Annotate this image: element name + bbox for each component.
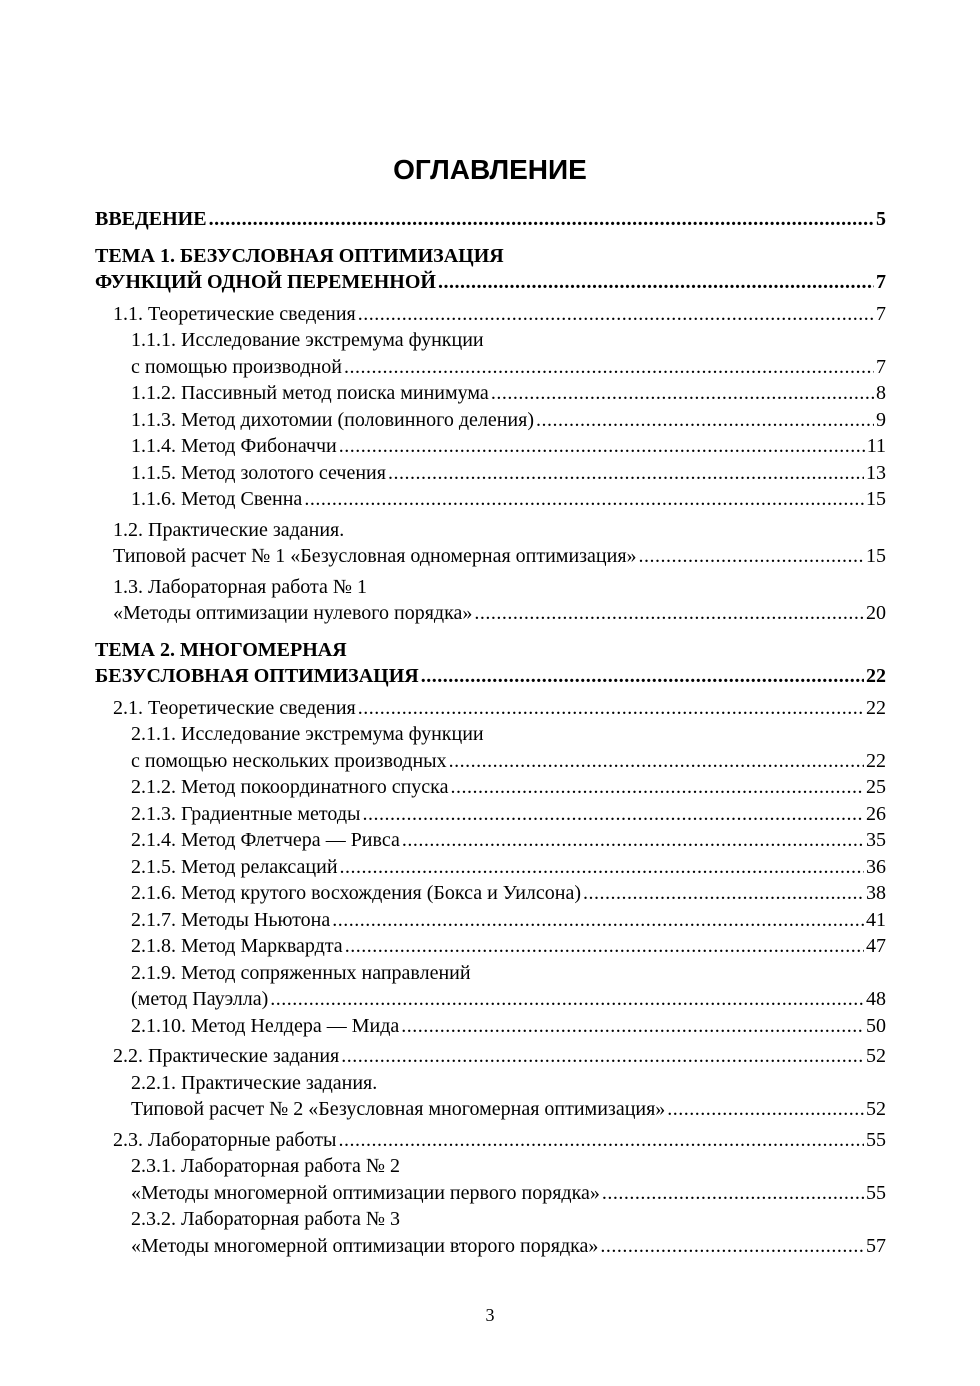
toc-entry-line — [131, 1070, 886, 1097]
toc-entry-page: 57 — [866, 1234, 886, 1257]
toc-entry-page: 35 — [866, 829, 886, 851]
toc-entry-title: «Методы многомерной оптимизации второго порядка» — [131, 1234, 599, 1257]
toc-entry[interactable] — [95, 1013, 886, 1040]
toc-entry[interactable] — [95, 574, 886, 627]
toc-entry-page: 26 — [866, 802, 886, 825]
toc-entry-line — [131, 854, 886, 881]
toc-entry-line — [113, 543, 886, 570]
toc-entry-page: 25 — [866, 776, 886, 798]
dot-leader — [438, 269, 874, 296]
toc-entry[interactable] — [95, 637, 886, 690]
toc-entry-line — [131, 380, 886, 407]
toc-entry-line — [131, 1180, 886, 1207]
toc-entry-line — [113, 574, 886, 601]
dot-leader — [209, 206, 874, 233]
table-of-contents — [95, 206, 886, 1259]
toc-entry-line — [131, 354, 886, 381]
toc-entry[interactable] — [95, 1043, 886, 1070]
toc-entry[interactable] — [95, 301, 886, 328]
dot-leader — [270, 986, 864, 1013]
toc-entry-line — [131, 1233, 886, 1260]
toc-entry-line — [131, 907, 886, 934]
toc-entry-line — [113, 695, 886, 722]
toc-entry-line — [95, 663, 886, 690]
dot-leader — [450, 774, 864, 801]
toc-entry[interactable] — [95, 960, 886, 1013]
toc-entry-title: 2.1.5. Метод релаксаций — [131, 855, 338, 878]
toc-entry-line — [131, 327, 886, 354]
dot-leader — [602, 1180, 864, 1207]
toc-entry-line — [131, 1013, 886, 1040]
toc-entry-page: 20 — [866, 602, 886, 624]
toc-entry-title: 2.1.4. Метод Флетчера — Ривса — [131, 829, 400, 851]
toc-entry-line — [95, 637, 886, 664]
toc-entry-line — [131, 1206, 886, 1233]
toc-entry-page: 7 — [876, 302, 886, 325]
toc-entry-page: 8 — [876, 382, 886, 404]
toc-entry-title: 1.1.4. Метод Фибоначчи — [131, 435, 337, 457]
toc-entry[interactable] — [95, 433, 886, 460]
toc-entry-title: 2.1.9. Метод сопряженных направлений — [131, 961, 471, 984]
toc-entry-page: 47 — [866, 935, 886, 957]
toc-entry-title: 1.3. Лабораторная работа № 1 — [113, 575, 367, 598]
toc-entry-page: 7 — [876, 271, 886, 293]
toc-entry-line — [131, 801, 886, 828]
toc-entry-line — [131, 1096, 886, 1123]
toc-entry-title: БЕЗУСЛОВНАЯ ОПТИМИЗАЦИЯ — [95, 665, 419, 687]
toc-entry[interactable] — [95, 486, 886, 513]
toc-entry[interactable] — [95, 695, 886, 722]
toc-entry-line — [113, 517, 886, 544]
toc-entry-line — [113, 301, 886, 328]
toc-entry-title: 1.1.5. Метод золотого сечения — [131, 461, 386, 484]
toc-entry-page: 22 — [866, 749, 886, 772]
dot-leader — [667, 1096, 864, 1123]
dot-leader — [639, 543, 864, 570]
dot-leader — [332, 907, 864, 934]
dot-leader — [491, 380, 874, 407]
toc-entry-page: 36 — [866, 855, 886, 878]
toc-entry-title: 1.1.6. Метод Свенна — [131, 488, 303, 510]
dot-leader — [536, 407, 874, 434]
dot-leader — [344, 354, 874, 381]
toc-entry-line — [113, 600, 886, 627]
toc-entry-line — [131, 774, 886, 801]
dot-leader — [401, 1013, 864, 1040]
dot-leader — [600, 1233, 864, 1260]
page-number: 3 — [485, 1305, 495, 1325]
toc-entry-page: 15 — [866, 488, 886, 510]
toc-entry-title: 1.1.3. Метод дихотомии (половинного деления) — [131, 408, 534, 431]
toc-entry-page: 22 — [866, 665, 886, 687]
toc-entry[interactable] — [95, 243, 886, 296]
toc-entry-line — [131, 933, 886, 960]
toc-entry-title: ТЕМА 1. БЕЗУСЛОВНАЯ ОПТИМИЗАЦИЯ — [95, 244, 504, 267]
toc-entry-line — [131, 721, 886, 748]
toc-entry-page: 41 — [866, 908, 886, 931]
toc-entry-line — [113, 1127, 886, 1154]
toc-entry-line — [131, 1153, 886, 1180]
toc-entry-line — [131, 486, 886, 513]
toc-entry-page: 55 — [866, 1128, 886, 1151]
dot-leader — [449, 748, 864, 775]
toc-entry-page: 13 — [866, 461, 886, 484]
toc-entry-title: 2.2.1. Практические задания. — [131, 1071, 378, 1094]
toc-entry-title: 2.1.8. Метод Марквардта — [131, 935, 343, 957]
dot-leader — [402, 827, 864, 854]
toc-entry-title: Типовой расчет № 2 «Безусловная многомерная оптимизация» — [131, 1098, 666, 1120]
toc-entry[interactable] — [95, 880, 886, 907]
toc-entry-title: 2.3. Лабораторные работы — [113, 1128, 337, 1151]
toc-entry-title: 2.3.2. Лабораторная работа № 3 — [131, 1208, 400, 1230]
toc-entry-title: 2.1.2. Метод покоординатного спуска — [131, 776, 449, 798]
toc-entry-title: 1.1.1. Исследование экстремума функции — [131, 329, 484, 351]
dot-leader — [304, 486, 864, 513]
toc-entry[interactable] — [95, 1127, 886, 1154]
toc-entry-line — [131, 827, 886, 854]
page-title: ОГЛАВЛЕНИЕ — [393, 154, 587, 185]
toc-entry-line — [131, 960, 886, 987]
toc-entry-title: «Методы многомерной оптимизации первого порядка» — [131, 1181, 600, 1204]
toc-entry[interactable] — [95, 407, 886, 434]
toc-entry-page: 22 — [866, 696, 886, 719]
toc-entry-title: 2.1.3. Градиентные методы — [131, 802, 361, 825]
toc-entry-title: 1.1.2. Пассивный метод поиска минимума — [131, 382, 489, 404]
toc-entry-page: 15 — [866, 545, 886, 567]
toc-entry[interactable] — [95, 801, 886, 828]
toc-entry[interactable] — [95, 206, 886, 233]
toc-entry-line — [131, 407, 886, 434]
toc-entry[interactable] — [95, 827, 886, 854]
toc-entry-page: 9 — [876, 408, 886, 431]
toc-entry[interactable] — [95, 1206, 886, 1259]
toc-entry-line — [131, 433, 886, 460]
toc-entry-page: 5 — [876, 208, 886, 230]
dot-leader — [474, 600, 864, 627]
toc-entry-page: 55 — [866, 1181, 886, 1204]
toc-entry[interactable] — [95, 380, 886, 407]
toc-entry-title: с помощью производной — [131, 355, 342, 378]
dot-leader — [358, 301, 874, 328]
toc-entry-title: ТЕМА 2. МНОГОМЕРНАЯ — [95, 638, 347, 661]
toc-entry[interactable] — [95, 854, 886, 881]
dot-leader — [341, 1043, 864, 1070]
toc-entry[interactable] — [95, 460, 886, 487]
toc-entry[interactable] — [95, 327, 886, 380]
toc-entry-title: 1.1. Теоретические сведения — [113, 302, 356, 325]
toc-entry-title: 2.1. Теоретические сведения — [113, 696, 356, 719]
toc-entry-line — [95, 269, 886, 296]
toc-entry-page: 50 — [866, 1014, 886, 1037]
toc-entry[interactable] — [95, 721, 886, 774]
dot-leader — [388, 460, 864, 487]
toc-entry-page: 52 — [866, 1045, 886, 1067]
toc-entry-line — [131, 748, 886, 775]
toc-entry-title: 2.2. Практические задания — [113, 1045, 340, 1067]
toc-entry-page: 7 — [876, 355, 886, 378]
toc-entry[interactable] — [95, 517, 886, 570]
dot-leader — [339, 433, 865, 460]
toc-entry-page: 52 — [866, 1098, 886, 1120]
toc-entry-title: (метод Пауэлла) — [131, 988, 269, 1010]
toc-entry-title: 2.1.1. Исследование экстремума функции — [131, 723, 484, 745]
toc-entry[interactable] — [95, 774, 886, 801]
dot-leader — [345, 933, 864, 960]
toc-entry[interactable] — [95, 1070, 886, 1123]
toc-entry-line — [131, 986, 886, 1013]
dot-leader — [421, 663, 864, 690]
dot-leader — [338, 1127, 864, 1154]
dot-leader — [583, 880, 864, 907]
dot-leader — [362, 801, 864, 828]
toc-entry-title: с помощью нескольких производных — [131, 749, 447, 772]
toc-entry-page: 11 — [866, 435, 886, 457]
toc-entry[interactable] — [95, 933, 886, 960]
toc-entry-page: 38 — [866, 882, 886, 904]
toc-entry-title: 2.1.10. Метод Нелдера — Мида — [131, 1014, 400, 1037]
toc-entry-title: 2.1.7. Методы Ньютона — [131, 908, 331, 931]
toc-entry-line — [95, 243, 886, 270]
toc-entry-title: ФУНКЦИЙ ОДНОЙ ПЕРЕМЕННОЙ — [95, 271, 436, 293]
dot-leader — [358, 695, 864, 722]
toc-entry-line — [131, 880, 886, 907]
toc-entry-title: Типовой расчет № 1 «Безусловная одномерная оптимизация» — [113, 545, 637, 567]
toc-entry-line — [113, 1043, 886, 1070]
toc-entry[interactable] — [95, 1153, 886, 1206]
toc-entry-title: 1.2. Практические задания. — [113, 518, 345, 541]
toc-entry-title: ВВЕДЕНИЕ — [95, 208, 207, 230]
toc-entry-line — [131, 460, 886, 487]
toc-entry-title: 2.1.6. Метод крутого восхождения (Бокса и Уилсона) — [131, 882, 582, 904]
toc-entry[interactable] — [95, 907, 886, 934]
dot-leader — [340, 854, 864, 881]
toc-entry-title: «Методы оптимизации нулевого порядка» — [113, 602, 473, 624]
toc-entry-title: 2.3.1. Лабораторная работа № 2 — [131, 1155, 400, 1177]
toc-entry-page: 48 — [866, 988, 886, 1010]
toc-entry-line — [95, 206, 886, 233]
